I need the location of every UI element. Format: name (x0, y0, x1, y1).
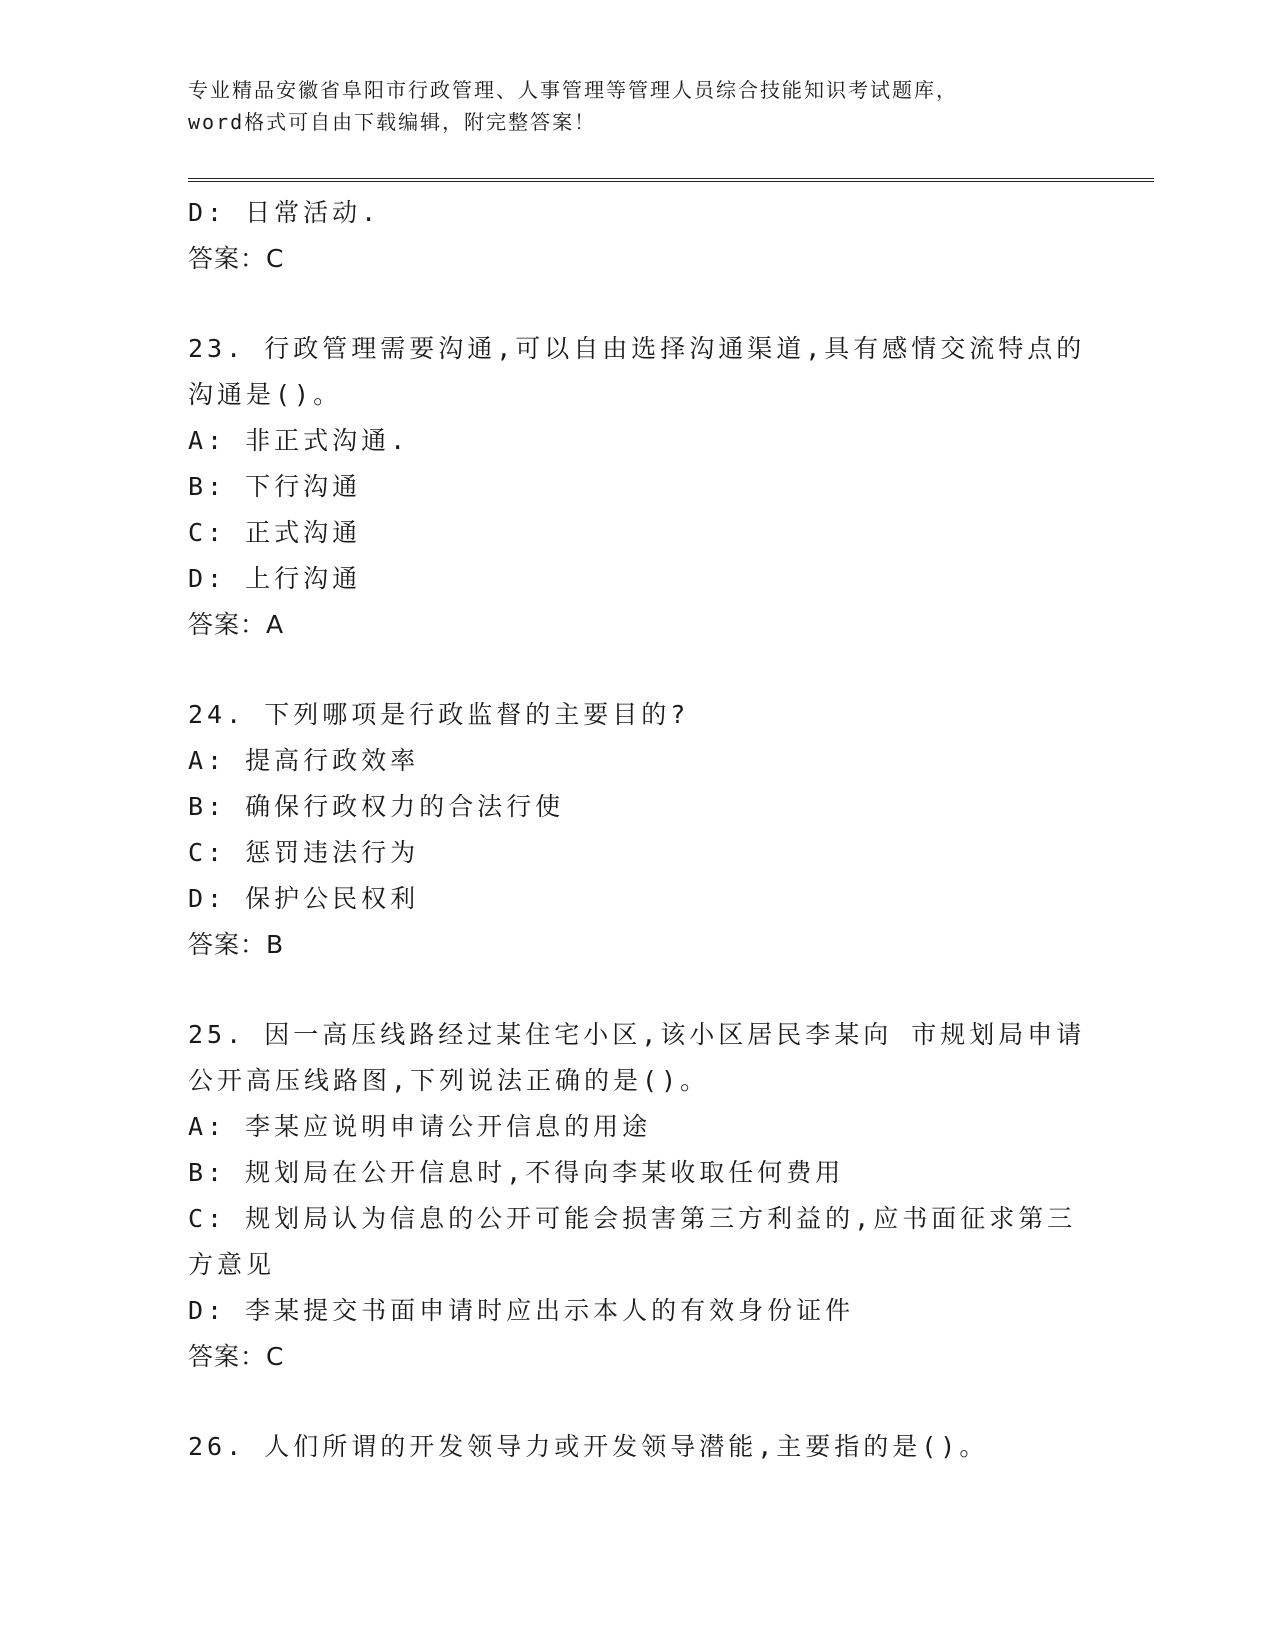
header-line-2: word格式可自由下载编辑，附完整答案！ (188, 110, 597, 134)
option-d: D: 日常活动. (188, 198, 381, 227)
answer-line: 答案：C (188, 244, 285, 273)
option-c-cont: 方意见 (188, 1250, 276, 1279)
option-a: A: 李某应说明申请公开信息的用途 (188, 1112, 652, 1141)
question-26 (188, 1424, 1068, 1470)
question-text-cont: 沟通是()。 (188, 380, 343, 409)
option-c: C: 惩罚违法行为 (188, 838, 420, 867)
question-text: 23. 行政管理需要沟通,可以自由选择沟通渠道,具有感情交流特点的 (188, 334, 1086, 363)
option-c: C: 规划局认为信息的公开可能会损害第三方利益的,应书面征求第三 (188, 1204, 1077, 1233)
question-list (188, 190, 1086, 1470)
header-line-1: 专业精品安徽省阜阳市行政管理、人事管理等管理人员综合技能知识考试题库， (188, 78, 958, 102)
option-d: D: 保护公民权利 (188, 884, 420, 913)
question-text: 24. 下列哪项是行政监督的主要目的? (188, 700, 690, 729)
option-b: B: 规划局在公开信息时,不得向李某收取任何费用 (188, 1158, 845, 1187)
option-d: D: 上行沟通 (188, 564, 362, 593)
answer-line: 答案：A (188, 610, 285, 639)
question-24 (188, 692, 1068, 968)
question-22-tail (188, 190, 1068, 282)
question-25 (188, 1012, 1086, 1380)
question-23 (188, 326, 1086, 648)
question-text: 26. 人们所谓的开发领导力或开发领导潜能,主要指的是()。 (188, 1432, 989, 1461)
option-c: C: 正式沟通 (188, 518, 362, 547)
question-text: 25. 因一高压线路经过某住宅小区,该小区居民李某向 市规划局申请 (188, 1020, 1086, 1049)
option-d: D: 李某提交书面申请时应出示本人的有效身份证件 (188, 1296, 855, 1325)
option-b: B: 下行沟通 (188, 472, 362, 501)
option-a: A: 提高行政效率 (188, 746, 420, 775)
question-text-cont: 公开高压线路图,下列说法正确的是()。 (188, 1066, 710, 1095)
answer-line: 答案：C (188, 1342, 285, 1371)
document-header (188, 74, 1088, 138)
answer-line: 答案：B (188, 930, 285, 959)
option-a: A: 非正式沟通. (188, 426, 410, 455)
header-divider (188, 178, 1154, 182)
option-b: B: 确保行政权力的合法行使 (188, 792, 565, 821)
